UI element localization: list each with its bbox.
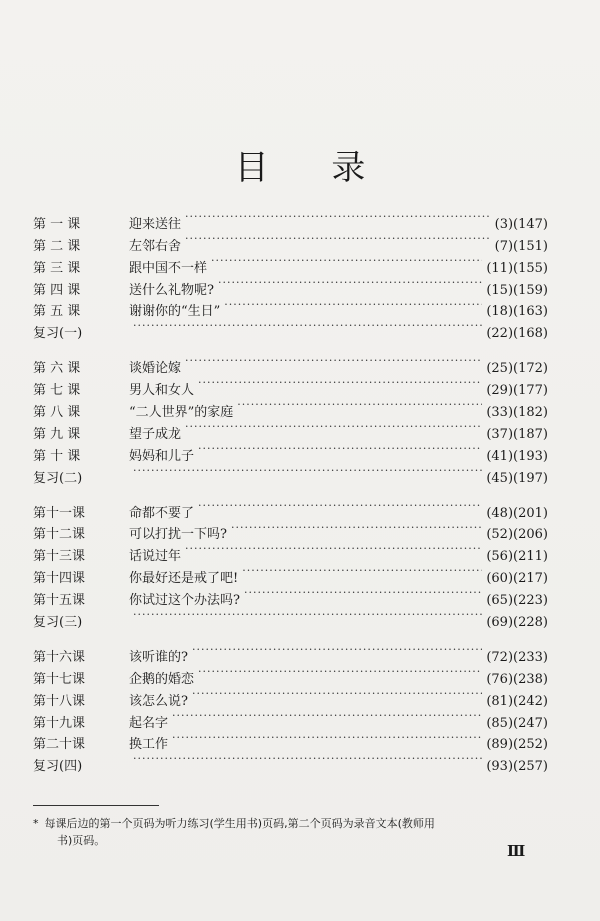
dot-leader [172, 727, 482, 749]
lesson-title: 谈婚论嫁 [129, 361, 182, 377]
lesson-title: 命都不要了 [129, 505, 195, 521]
dot-leader [198, 372, 482, 394]
lesson-number: 第十四课 [33, 571, 86, 587]
page-references: (41)(193) [486, 448, 548, 464]
page-references: (45)(197) [486, 470, 548, 486]
lesson-title: 妈妈和儿子 [129, 448, 195, 464]
lesson-title: 该听谁的? [129, 649, 188, 665]
lesson-number: 第十六课 [33, 649, 86, 665]
dot-leader [133, 460, 482, 482]
page-number: Ⅲ [507, 842, 526, 860]
page-references: (56)(211) [486, 549, 548, 565]
page-references: (48)(201) [486, 505, 548, 521]
page-references: (52)(206) [486, 527, 548, 543]
page-references: (25)(172) [486, 361, 548, 377]
lesson-number: 第 一 课 [33, 216, 81, 232]
lesson-title: 跟中国不一样 [129, 260, 208, 276]
toc-group [33, 639, 548, 775]
lesson-number: 复习(二) [33, 470, 83, 486]
dot-leader [218, 272, 482, 294]
dot-leader [211, 250, 482, 272]
dot-leader [242, 560, 482, 582]
dot-leader [133, 315, 482, 337]
lesson-title: 起名字 [129, 715, 169, 731]
lesson-title: 望子成龙 [129, 426, 182, 442]
toc-row[interactable] [33, 639, 548, 665]
lesson-title: 你最好还是戒了吧! [129, 571, 239, 587]
page-title: 目 录 [234, 148, 392, 188]
lesson-number: 第十八课 [33, 693, 86, 709]
table-of-contents [33, 206, 548, 783]
lesson-number: 第二十课 [33, 737, 86, 753]
dot-leader [224, 294, 482, 316]
dot-leader [133, 604, 482, 626]
page-references: (81)(242) [486, 693, 548, 709]
lesson-title: 该怎么说? [129, 693, 188, 709]
page-references: (69)(228) [486, 615, 548, 631]
page-references: (18)(163) [486, 304, 548, 320]
lesson-number: 第 五 课 [33, 304, 81, 320]
dot-leader [237, 394, 482, 416]
page-references: (72)(233) [486, 649, 548, 665]
lesson-title: 左邻右舍 [129, 238, 182, 254]
toc-group [33, 495, 548, 631]
page-references: (22)(168) [486, 326, 548, 342]
toc-group [33, 206, 548, 342]
page-references: (7)(151) [494, 238, 548, 254]
lesson-number: 第 九 课 [33, 426, 81, 442]
dot-leader [185, 206, 491, 228]
lesson-title: “二人世界”的家庭 [129, 405, 234, 421]
dot-leader [198, 661, 482, 683]
page-references: (3)(147) [494, 216, 548, 232]
dot-leader [185, 538, 482, 560]
toc-row[interactable] [33, 206, 548, 232]
lesson-number: 复习(三) [33, 615, 83, 631]
lesson-number: 第十三课 [33, 549, 86, 565]
lesson-number: 第 七 课 [33, 383, 81, 399]
dot-leader [192, 683, 482, 705]
dot-leader [198, 438, 482, 460]
lesson-number: 第十七课 [33, 671, 86, 687]
lesson-title: 企鹅的婚恋 [129, 671, 195, 687]
lesson-number: 第十一课 [33, 505, 86, 521]
dot-leader [198, 495, 482, 517]
lesson-number: 第 三 课 [33, 260, 81, 276]
dot-leader [185, 228, 491, 250]
toc-row[interactable] [33, 495, 548, 521]
lesson-number: 第 六 课 [33, 361, 81, 377]
page-references: (11)(155) [486, 260, 548, 276]
lesson-title: 话说过年 [129, 549, 182, 565]
lesson-number: 第十五课 [33, 593, 86, 609]
dot-leader [192, 639, 482, 661]
page-references: (37)(187) [486, 426, 548, 442]
page-references: (93)(257) [486, 759, 548, 775]
footnote-line-1: 每课后边的第一个页码为听力练习(学生用书)页码,第二个页码为录音文本(教师用 [44, 817, 435, 830]
footnote-line-2: 书)页码。 [57, 834, 106, 847]
toc-group [33, 350, 548, 486]
page-references: (29)(177) [486, 383, 548, 399]
lesson-title: 可以打扰一下吗? [129, 527, 227, 543]
footnote-divider [33, 805, 159, 806]
dot-leader [133, 748, 482, 770]
dot-leader [185, 416, 482, 438]
page-references: (65)(223) [486, 593, 548, 609]
footnote [33, 815, 545, 849]
page-references: (15)(159) [486, 282, 548, 298]
page-references: (85)(247) [486, 715, 548, 731]
lesson-number: 复习(四) [33, 759, 83, 775]
lesson-title: 男人和女人 [129, 383, 195, 399]
lesson-number: 第十二课 [33, 527, 86, 543]
page-references: (76)(238) [486, 671, 548, 687]
lesson-number: 第 二 课 [33, 238, 81, 254]
lesson-title: 你试过这个办法吗? [129, 593, 240, 609]
lesson-title: 送什么礼物呢? [129, 282, 214, 298]
lesson-number: 第 十 课 [33, 448, 81, 464]
lesson-number: 第十九课 [33, 715, 86, 731]
dot-leader [231, 517, 482, 539]
lesson-title: 谢谢你的“生日” [129, 304, 221, 320]
dot-leader [244, 582, 482, 604]
lesson-title: 迎来送往 [129, 216, 182, 232]
page-references: (60)(217) [486, 571, 548, 587]
page-references: (33)(182) [486, 405, 548, 421]
page-references: (89)(252) [486, 737, 548, 753]
lesson-number: 第 四 课 [33, 282, 81, 298]
dot-leader [185, 350, 482, 372]
dot-leader [172, 705, 482, 727]
toc-row[interactable] [33, 350, 548, 377]
lesson-number: 复习(一) [33, 326, 83, 342]
footnote-star: * [33, 817, 39, 830]
lesson-title: 换工作 [129, 737, 169, 753]
lesson-number: 第 八 课 [33, 405, 81, 421]
